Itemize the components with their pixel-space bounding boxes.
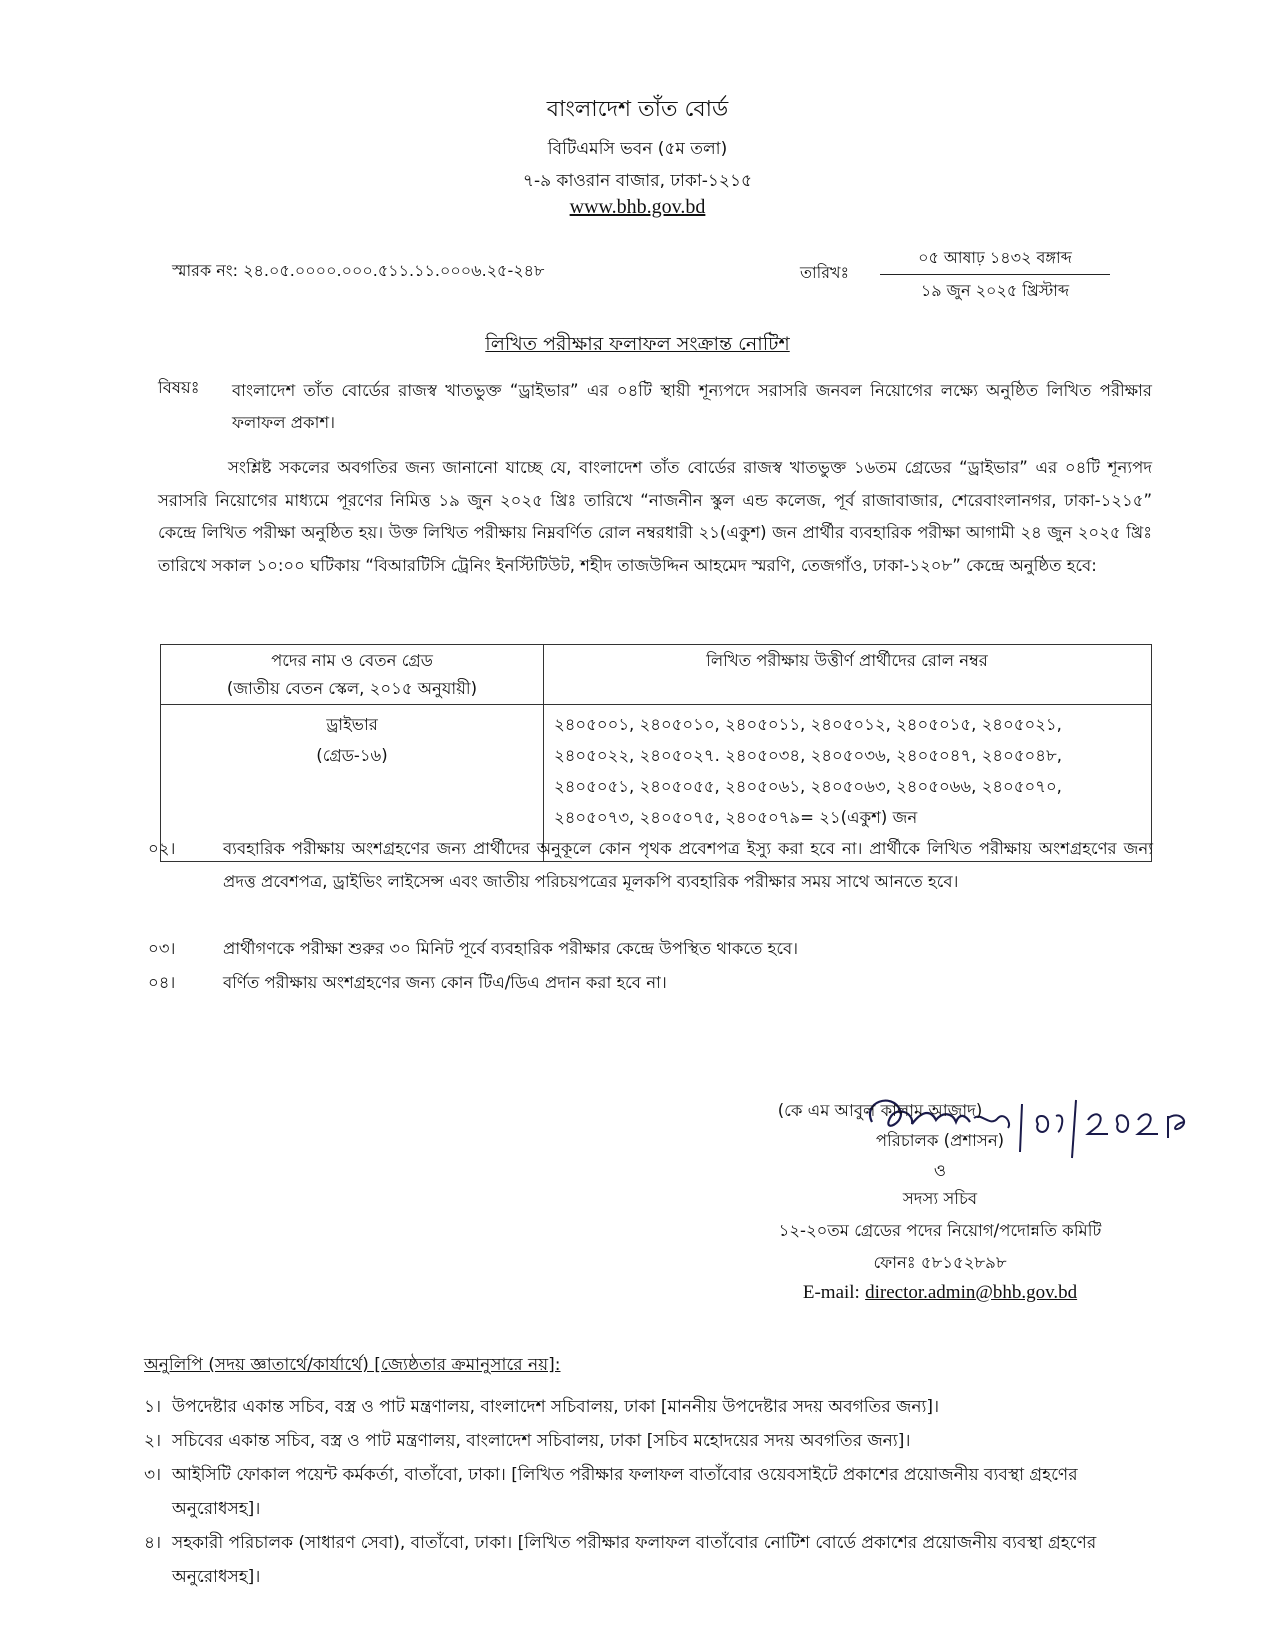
cc-item-text: সচিবের একান্ত সচিব, বস্ত্র ও পাট মন্ত্রণালয়, বাংলাদেশ সচিবালয়, ঢাকা [সচিব মহোদয়ের সদয় অবগতির জন্য]।: [172, 1431, 911, 1451]
instruction-text: [148, 832, 1153, 898]
result-table: [160, 644, 1152, 862]
cc-title: অনুলিপি (সদয় জ্ঞাতার্থে/কার্যার্থে) [জ্যেষ্ঠতার ক্রমানুসারে নয়]:: [144, 1355, 561, 1375]
cc-item-text: সহকারী পরিচালক (সাধারণ সেবা), বাতাঁবো, ঢাকা। [লিখিত পরীক্ষার ফলাফল বাতাঁবোর নোটিশ বোর্ডে প্রকাশের প্রয়োজনীয় ব্যবস্থা গ্রহণের অনুরোধসহ]।: [172, 1533, 1097, 1587]
signatory-email-row: [700, 1282, 1180, 1304]
header-roll-numbers: লিখিত পরীক্ষায় উত্তীর্ণ প্রার্থীদের রোল নম্বর: [544, 645, 1152, 705]
cc-item: [144, 1390, 1154, 1424]
date-label: তারিখঃ: [800, 263, 850, 282]
signatory-role: সদস্য সচিব: [902, 1189, 978, 1208]
instruction-text-content: ব্যবহারিক পরীক্ষায় অংশগ্রহণের জন্য প্রার্থীদের অনুকূলে কোন পৃথক প্রবেশপত্র ইস্যু করা হবে না। প্রার্থীকে লিখিত পরীক্ষায় অংশগ্রহণের জন্য প্রদত্ত প্রবেশপত্র, ড্রাইভিং লাইসেন্স এবং জাতীয় পরিচয়পত্রের মূলকপি ব্যবহারিক পরীক্ষার সময় সাথে আনতে হবে।: [223, 839, 1153, 891]
post-name: ড্রাইভার: [326, 715, 378, 734]
organization-website-link[interactable]: www.bhb.gov.bd: [569, 196, 706, 218]
cc-item-number: ৪।: [144, 1533, 162, 1553]
notice-title: [0, 330, 1275, 362]
cc-item-text: উপদেষ্টার একান্ত সচিব, বস্ত্র ও পাট মন্ত্রণালয়, বাংলাদেশ সচিবালয়, ঢাকা [মাননীয় উপদেষ্টার সদয় অবগতির জন্য]।: [172, 1397, 940, 1417]
cc-item: [144, 1424, 1154, 1458]
signatory-name: (কে এম আবুল কালাম আজাদ): [777, 1101, 983, 1120]
email-label: E-mail:: [802, 1282, 860, 1303]
cc-item: [144, 1526, 1154, 1594]
cc-item-number: ৩।: [144, 1465, 162, 1485]
instruction-item: [148, 932, 1153, 965]
header-post-grade: [161, 645, 544, 705]
instruction-number: ০৪।: [148, 973, 176, 992]
signatory-conjunction: ও: [933, 1161, 947, 1180]
cc-item: [144, 1458, 1154, 1526]
cc-item-text: আইসিটি ফোকাল পয়েন্ট কর্মকর্তা, বাতাঁবো, ঢাকা। [লিখিত পরীক্ষার ফলাফল বাতাঁবোর ওয়েবসাইটে প্রকাশের প্রয়োজনীয় ব্যবস্থা গ্রহণের অনুরোধসহ]।: [172, 1465, 1078, 1519]
instruction-number: ০৩।: [148, 939, 176, 958]
instruction-text: প্রার্থীগণকে পরীক্ষা শুরুর ৩০ মিনিট পূর্বে ব্যবহারিক পরীক্ষার কেন্দ্রে উপস্থিত থাকতে হবে।: [223, 939, 799, 958]
post-grade: (গ্রেড-১৬): [316, 746, 388, 765]
memo-reference: স্মারক নং: ২৪.০৫.০০০০.০০০.৫১১.১১.০০০৬.২৫-২৪৮: [172, 261, 545, 280]
instruction-item: [148, 966, 1153, 999]
date-bangla: ০৫ আষাঢ় ১৪৩২ বঙ্গাব্দ: [880, 245, 1110, 275]
organization-building: বিটিএমসি ভবন (৫ম তলা): [547, 139, 728, 159]
email-link[interactable]: director.admin@bhb.gov.bd: [865, 1282, 1078, 1303]
subject-label: বিষয়ঃ: [158, 378, 200, 397]
cc-item-number: ২।: [144, 1431, 162, 1451]
signatory-title: পরিচালক (প্রশাসন): [875, 1131, 1005, 1150]
roll-line: ২৪০৫০০১, ২৪০৫০১০, ২৪০৫০১১, ২৪০৫০১২, ২৪০৫০১৫, ২৪০৫০২১,: [554, 715, 1062, 734]
subject-text: বাংলাদেশ তাঁত বোর্ডের রাজস্ব খাতভুক্ত “ড্রাইভার” এর ০৪টি স্থায়ী শূন্যপদে সরাসরি জনবল নিয়োগের লক্ষ্যে অনুষ্ঠিত লিখিত পরীক্ষার ফলাফল প্রকাশ।: [232, 381, 1152, 432]
signatory-phone: ফোনঃ ৫৮১৫২৮৯৮: [873, 1253, 1007, 1272]
organization-name: বাংলাদেশ তাঁত বোর্ড: [546, 97, 729, 122]
signatory-committee: ১২-২০তম গ্রেডের পদের নিয়োগ/পদোন্নতি কমিটি: [778, 1221, 1102, 1240]
roll-line: ২৪০৫০৫১, ২৪০৫০৫৫, ২৪০৫০৬১, ২৪০৫০৬৩, ২৪০৫০৬৬, ২৪০৫০৭০,: [554, 777, 1062, 796]
instruction-item: [148, 832, 1153, 898]
header-post-grade-line2: (জাতীয় বেতন স্কেল, ২০১৫ অনুযায়ী): [226, 679, 478, 698]
instruction-number: ০২।: [148, 839, 176, 858]
cc-item-number: ১।: [144, 1397, 162, 1417]
instruction-text: বর্ণিত পরীক্ষায় অংশগ্রহণের জন্য কোন টিএ/ডিএ প্রদান করা হবে না।: [223, 973, 667, 992]
header-post-grade-line1: পদের নাম ও বেতন গ্রেড: [271, 651, 433, 670]
date-english: ১৯ জুন ২০২৫ খ্রিস্টাব্দ: [920, 281, 1070, 300]
body-paragraph: সংশ্লিষ্ট সকলের অবগতির জন্য জানানো যাচ্ছে যে, বাংলাদেশ তাঁত বোর্ডের রাজস্ব খাতভুক্ত ১৬তম গ্রেডের “ড্রাইভার” এর ০৪টি শূন্যপদ সরাসরি নিয়োগের মাধ্যমে পূরণের নিমিত্ত ১৯ জুন ২০২৫ খ্রিঃ তারিখে “নাজনীন স্কুল এন্ড কলেজ, পূর্ব রাজাবাজার, শেরেবাংলানগর, ঢাকা-১২১৫” কেন্দ্রে লিখিত পরীক্ষা অনুষ্ঠিত হয়। উক্ত লিখিত পরীক্ষায় নিম্নবর্ণিত রোল নম্বরধারী ২১(একুশ) জন প্রার্থীর ব্যবহারিক পরীক্ষা আগামী ২৪ জুন ২০২৫ খ্রিঃ তারিখে সকাল ১০:০০ ঘটিকায় “বিআরটিসি ট্রেনিং ইনস্টিটিউট, শহীদ তাজউদ্দিন আহমেদ স্মরণি, তেজগাঁও, ঢাকা-১২০৮” কেন্দ্রে অনুষ্ঠিত হবে:: [158, 458, 1152, 575]
notice-title-text: লিখিত পরীক্ষার ফলাফল সংক্রান্ত নোটিশ: [485, 333, 790, 355]
table-header-row: [161, 645, 1152, 705]
roll-line: ২৪০৫০২২, ২৪০৫০২৭. ২৪০৫০৩৪, ২৪০৫০৩৬, ২৪০৫০৪৭, ২৪০৫০৪৮,: [554, 746, 1062, 765]
roll-line: ২৪০৫০৭৩, ২৪০৫০৭৫, ২৪০৫০৭৯= ২১(একুশ) জন: [554, 808, 918, 827]
organization-address: ৭-৯ কাওরান বাজার, ঢাকা-১২১৫: [522, 171, 753, 191]
